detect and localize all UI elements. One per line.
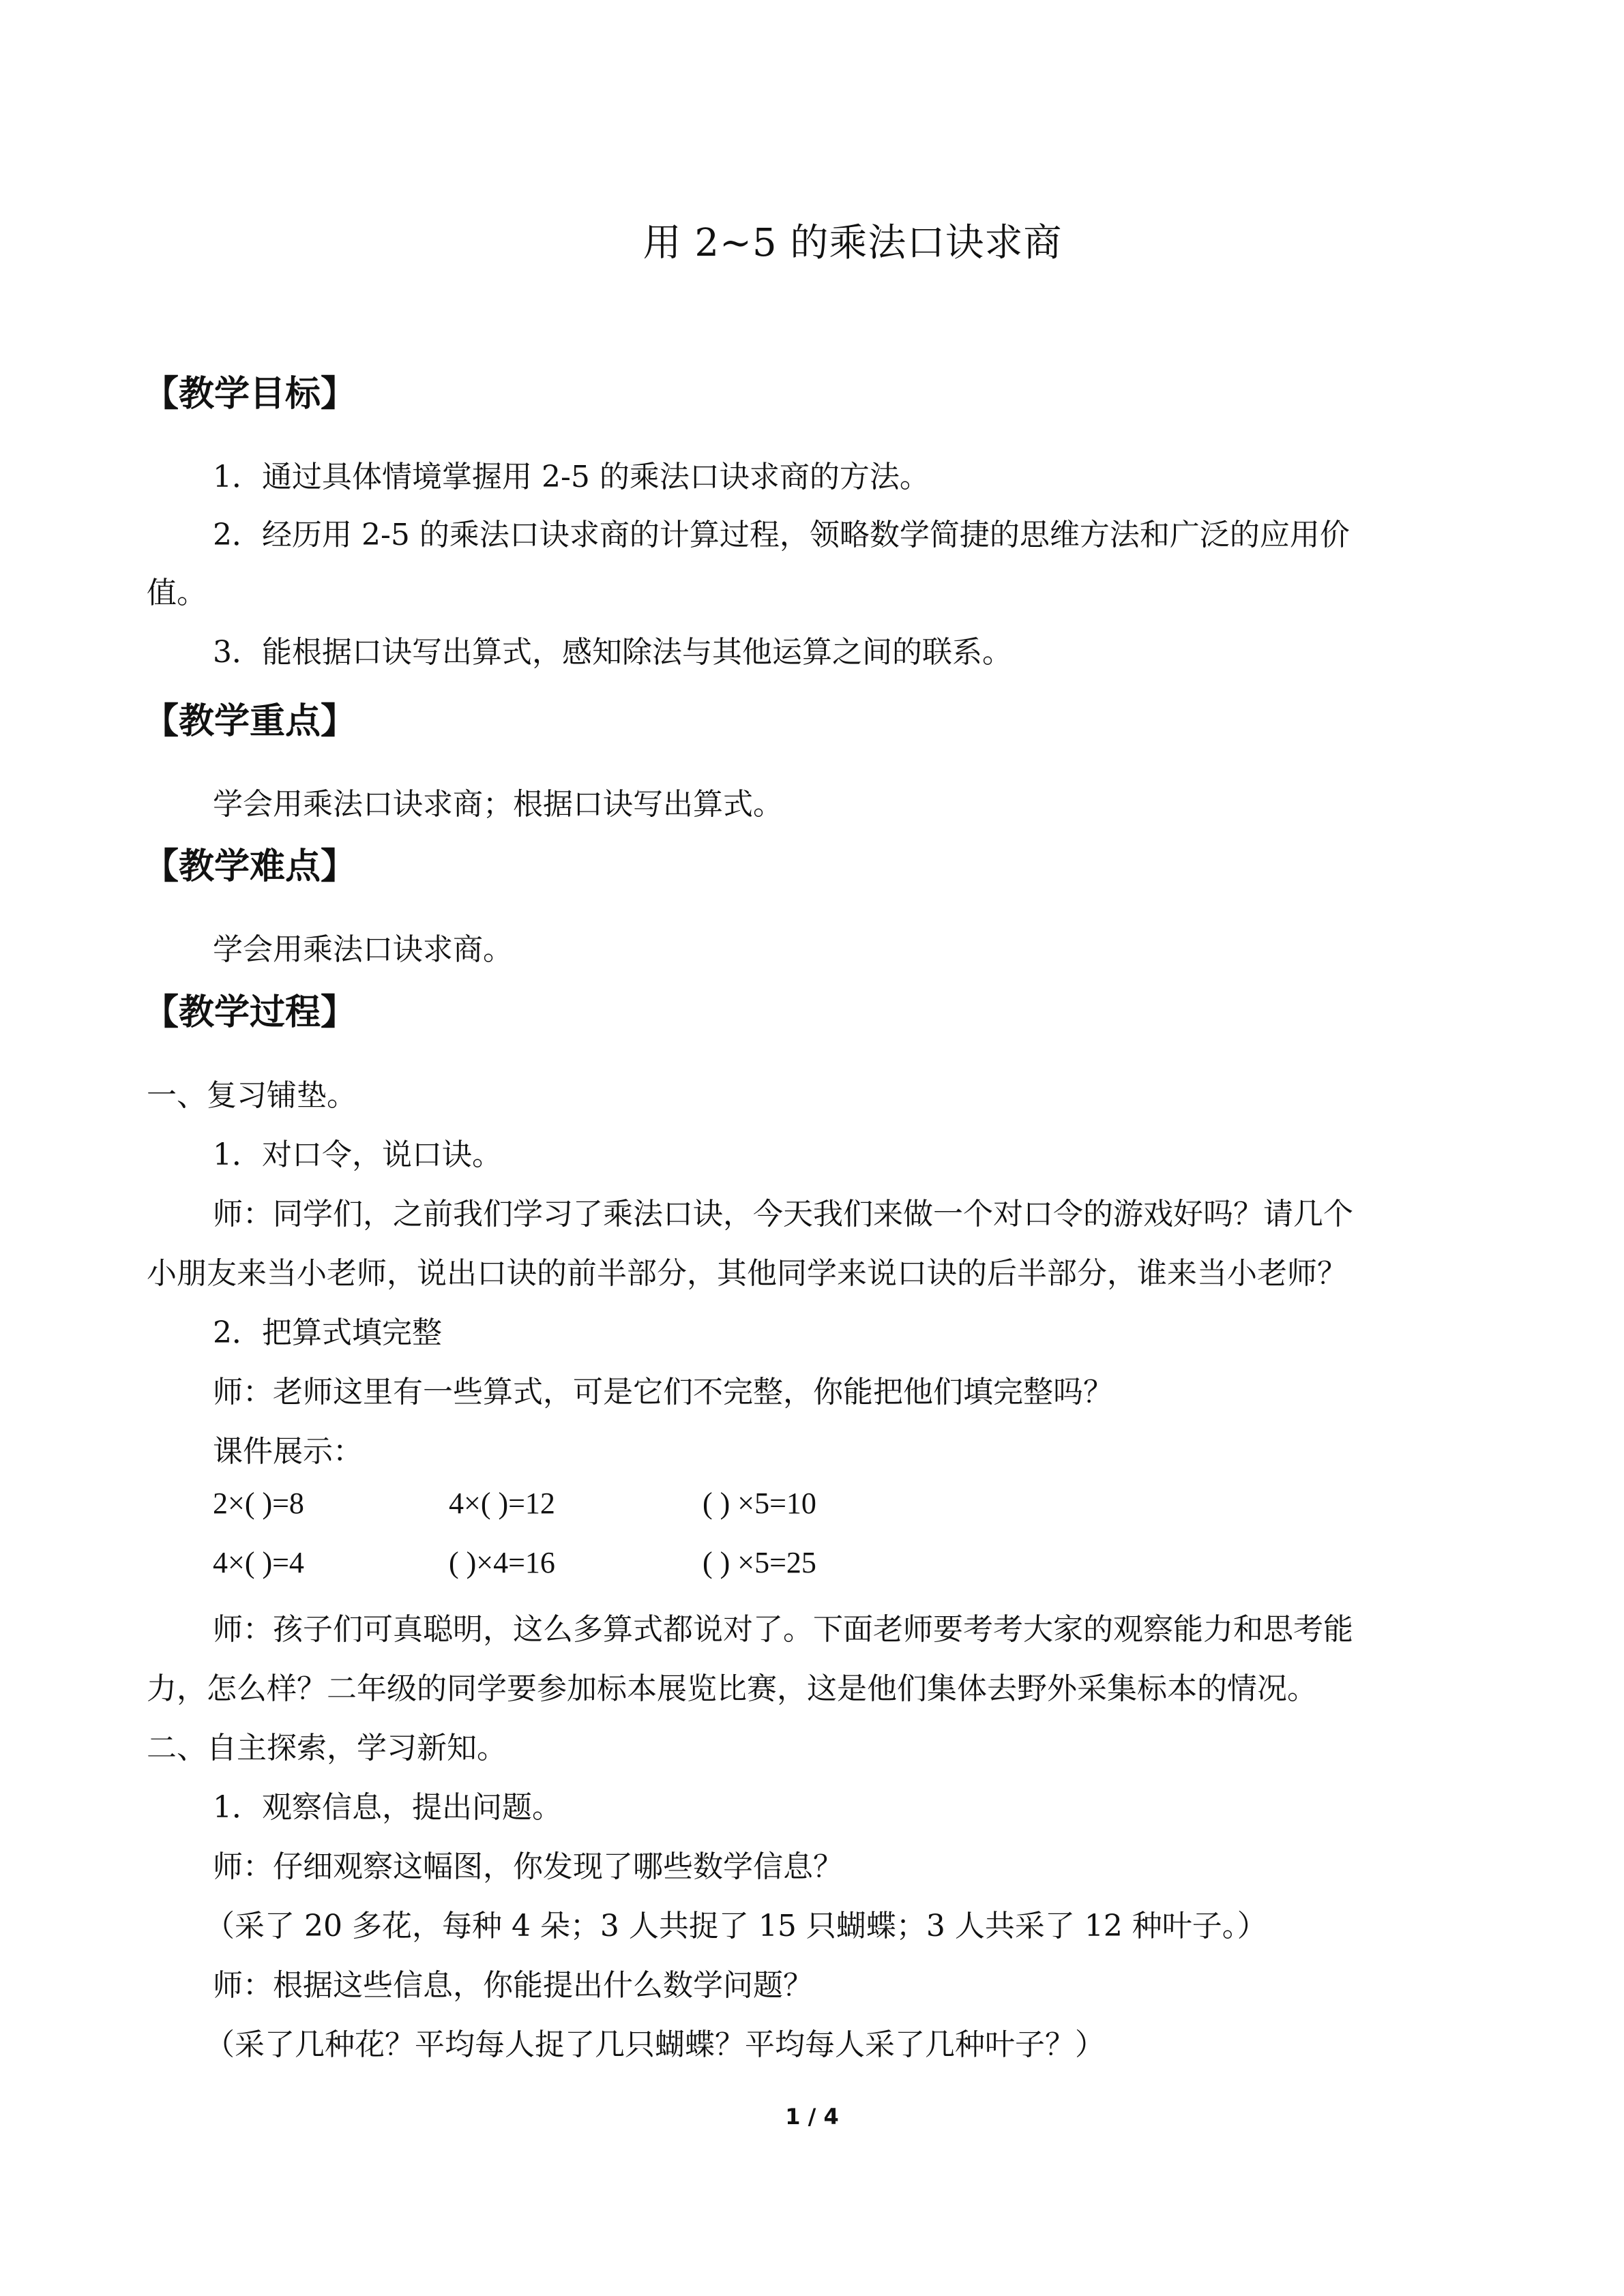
document-title: 用 2~5 的乘法口诀求商 [643,221,1063,265]
expression: ( ) ×5=10 [703,1487,816,1520]
expression: ( )×4=16 [449,1546,555,1579]
process-line: 1．观察信息，提出问题。 [213,1790,562,1825]
expression: 2×( )=8 [213,1487,304,1520]
expression: 4×( )=12 [449,1487,555,1520]
process-line: （采了 20 多花，每种 4 朵；3 人共捉了 15 只蝴蝶；3 人共采了 12 种叶子。） [205,1909,1267,1943]
process-line: 1．对口令，说口诀。 [213,1137,502,1172]
process-line: （采了几种花？平均每人捉了几只蝴蝶？平均每人采了几种叶子？） [205,2027,1105,2062]
process-line: 师：老师这里有一些算式，可是它们不完整，你能把他们填完整吗？ [213,1375,1113,1410]
process-line: 师：同学们，之前我们学习了乘法口诀，今天我们来做一个对口令的游戏好吗？请几个 [213,1197,1353,1232]
expression: 4×( )=4 [213,1546,304,1579]
process-line: 师：孩子们可真聪明，这么多算式都说对了。下面老师要考考大家的观察能力和思考能 [213,1612,1353,1647]
heading-difficulties: 【教学难点】 [143,846,357,887]
process-line: 小朋友来当小老师，说出口诀的前半部分，其他同学来说口诀的后半部分，谁来当小老师？ [147,1256,1347,1291]
heading-teaching-process: 【教学过程】 [143,992,357,1033]
expression: ( ) ×5=25 [703,1546,816,1579]
process-line: 2．把算式填完整 [213,1315,442,1350]
heading-teaching-goals: 【教学目标】 [143,374,357,415]
process-line: 课件展示： [213,1434,363,1469]
difficulties-text: 学会用乘法口诀求商。 [213,932,513,967]
goal-line-2-cont: 值。 [147,576,207,610]
process-line: 力，怎么样？二年级的同学要参加标本展览比赛，这是他们集体去野外采集标本的情况。 [147,1671,1317,1706]
process-line: 师：仔细观察这幅图，你发现了哪些数学信息？ [213,1849,843,1884]
goal-line-2: 2．经历用 2-5 的乘法口诀求商的计算过程，领略数学简捷的思维方法和广泛的应用价 [213,518,1350,552]
goal-line-1: 1．通过具体情境掌握用 2-5 的乘法口诀求商的方法。 [213,460,930,494]
process-section-2: 二、自主探索，学习新知。 [147,1731,507,1765]
page-number: 1 / 4 [785,2104,839,2130]
process-section-1: 一、复习铺垫。 [147,1078,357,1113]
goal-line-3: 3．能根据口诀写出算式，感知除法与其他运算之间的联系。 [213,635,1012,670]
process-line: 师：根据这些信息，你能提出什么数学问题？ [213,1968,813,2003]
key-points-text: 学会用乘法口诀求商；根据口诀写出算式。 [213,787,783,822]
heading-key-points: 【教学重点】 [143,701,357,742]
